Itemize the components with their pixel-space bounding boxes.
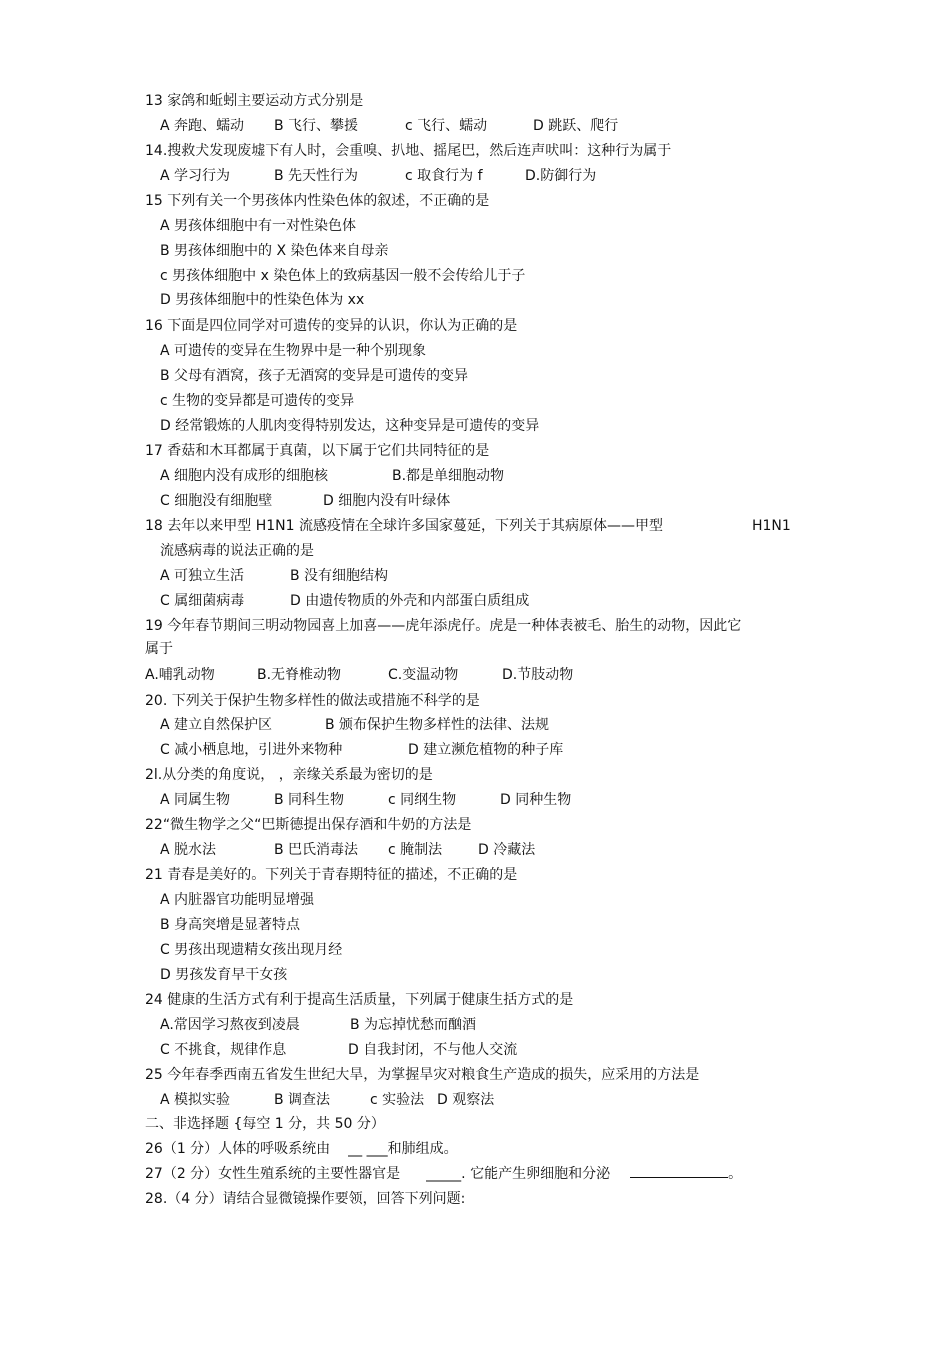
option: A 同属生物: [160, 792, 231, 808]
option: D 由遗传物质的外壳和内部蛋白质组成: [290, 593, 530, 609]
question-stem: 14.搜救犬发现废墟下有人时，会重嗅、扒地、摇尾巴，然后连声吠叫：这种行为属于: [145, 143, 672, 159]
question-stem: 17 香菇和木耳都属于真菌，以下属于它们共同特征的是: [145, 443, 490, 459]
option: D 男孩体细胞中的性染色体为 xx: [160, 292, 365, 308]
question-text: . 它能产生卵细胞和分泌: [461, 1166, 611, 1182]
fill-question: [145, 1165, 742, 1183]
option: c 实验法: [370, 1092, 425, 1108]
question-stem: 25 今年春季西南五省发生世纪大旱，为掌握旱灾对粮食生产造成的损失，应采用的方法是: [145, 1067, 700, 1083]
option: c 飞行、蠕动: [405, 118, 488, 134]
question-stem-tail: H1N1: [752, 518, 791, 534]
option: B 颁布保护生物多样性的法律、法规: [325, 717, 550, 733]
option: A 模拟实验: [160, 1092, 231, 1108]
option: c 男孩体细胞中 x 染色体上的致病基因一般不会传给儿于子: [160, 268, 526, 284]
question-stem: 13 家鸽和蚯蚓主要运动方式分别是: [145, 93, 364, 109]
option: C 男孩出现遗精女孩出现月经: [160, 942, 343, 958]
option: D 自我封闭，不与他人交流: [348, 1042, 518, 1058]
option: B 父母有酒窝，孩子无酒窝的变异是可遗传的变异: [160, 368, 469, 384]
option: A 奔跑、蠕动: [160, 118, 245, 134]
answer-blank[interactable]: _____: [426, 1166, 462, 1182]
question-stem: 15 下列有关一个男孩体内性染色体的叙述，不正确的是: [145, 193, 490, 209]
option: A 内脏器官功能明显增强: [160, 892, 315, 908]
option: c 取食行为 f: [405, 168, 483, 184]
option: D 男孩发育早干女孩: [160, 967, 288, 983]
question-stem: 20. 下列关于保护生物多样性的做法或措施不科学的是: [145, 693, 480, 709]
option: D.防御行为: [525, 168, 597, 184]
answer-blank-line[interactable]: [630, 1165, 728, 1178]
option: B 调查法: [274, 1092, 331, 1108]
option: B 同科生物: [274, 792, 345, 808]
question-text: 27（2 分）女性生殖系统的主要性器官是: [145, 1166, 401, 1182]
option: B 先天性行为: [274, 168, 359, 184]
option: D 观察法: [437, 1092, 495, 1108]
option: C 属细菌病毒: [160, 593, 245, 609]
option: A 脱水法: [160, 842, 217, 858]
option: A 学习行为: [160, 168, 231, 184]
fill-question: [145, 1140, 458, 1158]
option: A.常因学习熬夜到凌晨: [160, 1017, 300, 1033]
question-stem: 2l.从分类的角度说， ，亲缘关系最为密切的是: [145, 767, 433, 783]
question-stem: 16 下面是四位同学对可遗传的变异的认识，你认为正确的是: [145, 318, 518, 334]
option: A 男孩体细胞中有一对性染色体: [160, 218, 357, 234]
question-stem: 22“微生物学之父“巴斯德提出保存酒和牛奶的方法是: [145, 817, 472, 833]
option: B 身高突增是显著特点: [160, 917, 301, 933]
answer-blank[interactable]: __ ___: [348, 1141, 388, 1157]
option: c 同纲生物: [388, 792, 457, 808]
question-stem-continued: 流感病毒的说法正确的是: [160, 543, 314, 559]
option: B 没有细胞结构: [290, 568, 389, 584]
option: B 为忘掉忧愁而酗酒: [350, 1017, 477, 1033]
option: c 腌制法: [388, 842, 443, 858]
option: C 减小栖息地，引进外来物种: [160, 742, 343, 758]
option: c 生物的变异都是可遗传的变异: [160, 393, 355, 409]
question-text: 。: [728, 1166, 743, 1182]
question-text: 26（1 分）人体的呼吸系统由: [145, 1141, 331, 1157]
option: B 巴氏消毒法: [274, 842, 359, 858]
question-stem-continued: 属于: [145, 641, 173, 657]
option: A 细胞内没有成形的细胞核: [160, 468, 329, 484]
option: C 不挑食，规律作息: [160, 1042, 287, 1058]
option: B.都是单细胞动物: [392, 468, 505, 484]
question-stem: 18 去年以来甲型 H1N1 流感疫情在全球许多国家蔓延，下列关于其病原体——甲型: [145, 518, 663, 534]
question-stem: 28.（4 分）请结合显微镜操作要领，回答下列问题:: [145, 1191, 466, 1207]
option: D 同种生物: [500, 792, 572, 808]
option: D 建立濒危植物的种子库: [408, 742, 564, 758]
option: B 男孩体细胞中的 X 染色体来自母亲: [160, 243, 389, 259]
section-heading: 二、非选择题 {每空 1 分，共 50 分）: [145, 1116, 385, 1132]
option: B.无脊椎动物: [257, 667, 342, 683]
option: D 跳跃、爬行: [533, 118, 619, 134]
question-text: 和肺组成。: [387, 1141, 458, 1157]
option: D.节肢动物: [502, 667, 574, 683]
option: C 细胞没有细胞壁: [160, 493, 273, 509]
option: A.哺乳动物: [145, 667, 215, 683]
option: C.变温动物: [388, 667, 459, 683]
question-stem: 21 青春是美好的。下列关于青春期特征的描述，不正确的是: [145, 867, 518, 883]
option: D 细胞内没有叶绿体: [323, 493, 451, 509]
option: D 经常锻炼的人肌肉变得特别发达，这种变异是可遗传的变异: [160, 418, 540, 434]
option: B 飞行、攀援: [274, 118, 359, 134]
option: D 冷藏法: [478, 842, 536, 858]
question-stem: 24 健康的生活方式有利于提高生活质量，下列属于健康生括方式的是: [145, 992, 574, 1008]
question-stem: 19 今年春节期间三明动物园喜上加喜——虎年添虎仔。虎是一种体表被毛、胎生的动物，因此它: [145, 618, 742, 634]
option: A 可遗传的变异在生物界中是一种个别现象: [160, 343, 427, 359]
option: A 可独立生活: [160, 568, 245, 584]
option: A 建立自然保护区: [160, 717, 273, 733]
